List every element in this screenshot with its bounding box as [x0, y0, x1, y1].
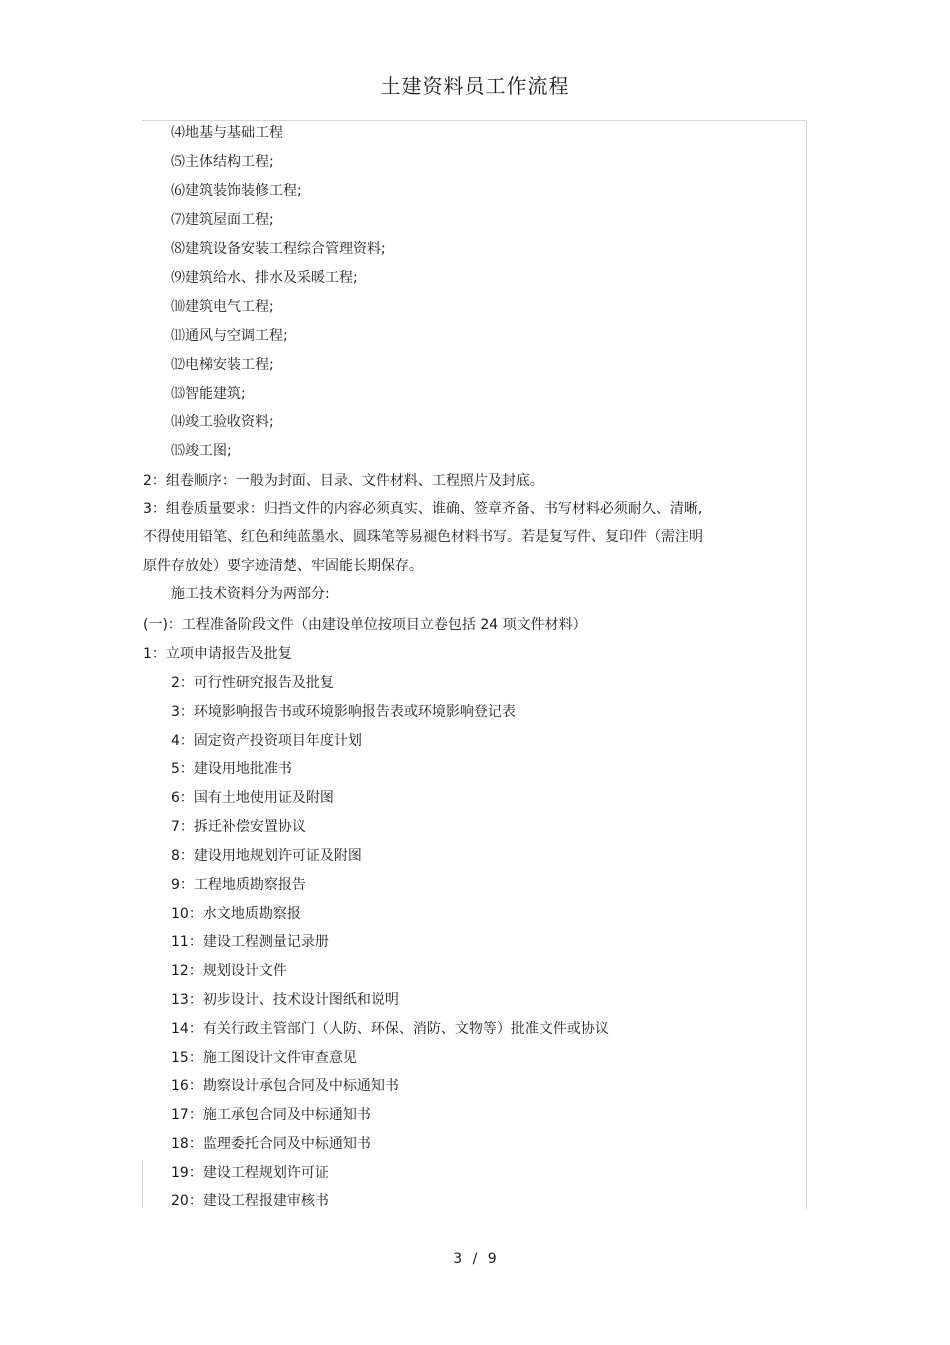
list-item: ⒁竣工验收资料; [171, 414, 274, 430]
list-item: 16：勘察设计承包合同及中标通知书 [171, 1078, 399, 1094]
paragraph: 施工技术资料分为两部分: [171, 586, 330, 602]
paragraph: 3：组卷质量要求：归挡文件的内容必须真实、谁确、签章齐备、书写材料必须耐久、清晰, [143, 501, 703, 517]
list-item: ⑷地基与基础工程 [171, 125, 283, 141]
section-heading: (一)：工程准备阶段文件（由建设单位按项目立卷包括 24 项文件材料） [143, 617, 587, 633]
list-item: ⑺建筑屋面工程; [171, 212, 274, 228]
list-item: 20：建设工程报建审核书 [171, 1193, 329, 1209]
paragraph: 2：组卷顺序：一般为封面、目录、文件材料、工程照片及封底。 [143, 473, 544, 489]
list-item: ⑹建筑装饰装修工程; [171, 183, 302, 199]
list-item: ⑸主体结构工程; [171, 154, 274, 170]
list-item: 12：规划设计文件 [171, 963, 287, 979]
list-item: 8：建设用地规划许可证及附图 [171, 848, 362, 864]
list-item: ⑼建筑给水、排水及采暖工程; [171, 270, 358, 286]
list-item: 7：拆迁补偿安置协议 [171, 819, 306, 835]
list-item: ⑿电梯安装工程; [171, 357, 274, 373]
list-item: 15：施工图设计文件审查意见 [171, 1050, 357, 1066]
list-item: 6：国有土地使用证及附图 [171, 790, 334, 806]
list-item: ⑻建筑设备安装工程综合管理资料; [171, 241, 386, 257]
list-item: 4：固定资产投资项目年度计划 [171, 733, 362, 749]
list-item: 9：工程地质勘察报告 [171, 877, 306, 893]
frame-left-border [142, 1160, 143, 1208]
list-item: ⒂竣工图; [171, 443, 232, 459]
list-item: 10：水文地质勘察报 [171, 906, 301, 922]
list-item: 3：环境影响报告书或环境影响报告表或环境影响登记表 [171, 704, 516, 720]
list-item: 19：建设工程规划许可证 [171, 1165, 329, 1181]
list-item: 17：施工承包合同及中标通知书 [171, 1107, 371, 1123]
list-item: 5：建设用地批准书 [171, 761, 292, 777]
paragraph: 不得使用铅笔、红色和纯蓝墨水、圆珠笔等易褪色材料书写。若是复写件、复印件（需注明 [143, 529, 703, 545]
list-item: 18：监理委托合同及中标通知书 [171, 1136, 371, 1152]
document-title: 土建资料员工作流程 [380, 74, 570, 98]
page-number: 3 / 9 [453, 1251, 497, 1267]
list-item: 11：建设工程测量记录册 [171, 934, 329, 950]
list-item: 13：初步设计、技术设计图纸和说明 [171, 992, 399, 1008]
list-item: ⒀智能建筑; [171, 386, 246, 402]
paragraph: 原件存放处）要字迹清楚、牢固能长期保存。 [143, 558, 423, 574]
list-item: ⑽建筑电气工程; [171, 299, 274, 315]
list-item: ⑾通风与空调工程; [171, 328, 288, 344]
list-item: 2：可行性研究报告及批复 [171, 675, 334, 691]
list-item: 1：立项申请报告及批复 [143, 646, 292, 662]
list-item: 14：有关行政主管部门（人防、环保、消防、文物等）批准文件或协议 [171, 1021, 609, 1037]
